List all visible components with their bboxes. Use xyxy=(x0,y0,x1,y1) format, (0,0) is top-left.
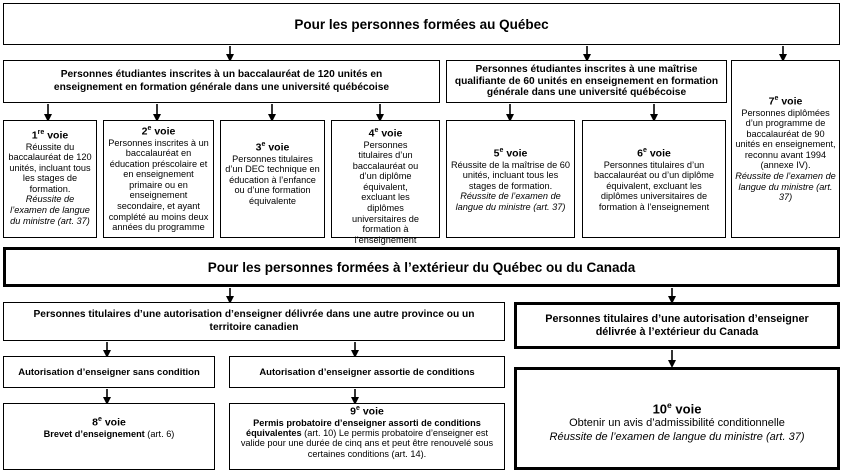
voie-9-text xyxy=(236,418,498,460)
voie-2-box xyxy=(103,120,214,238)
maitrise-box xyxy=(446,60,727,103)
sans-condition-box xyxy=(3,356,215,388)
voie-1-number: 1 xyxy=(31,129,38,142)
voie-4-word: voie xyxy=(381,127,403,140)
quebec-header xyxy=(3,3,840,45)
voie-8-word: voie xyxy=(104,416,126,429)
voie-1-text: Réussite du baccalauréat de 120 unités, incluant tous les stages de formation. xyxy=(8,141,92,194)
voie-7-italic: Réussite de l’examen de langue du ministre (art. 37) xyxy=(735,171,836,203)
voie-4-sup: e xyxy=(374,127,379,134)
voie-7-title xyxy=(769,95,803,108)
voie-2-text: Personnes inscrites à un baccalauréat en éducation préscolaire et en enseignement primaire ou en enseignement secondaire, et ayant complété au moins deux années du programme xyxy=(108,137,209,233)
canada-title: Personnes titulaires d’une autorisation d’enseigner délivrée dans une autre province ou un territoire canadien xyxy=(33,308,475,333)
voie-3-word: voie xyxy=(268,141,290,154)
voie-3-title xyxy=(256,141,290,154)
voie-9-title xyxy=(350,405,384,418)
voie-3-number: 3 xyxy=(255,141,262,154)
voie-7-sup: e xyxy=(774,95,779,102)
voie-10-italic: Réussite de l’examen de langue du ministre (art. 37) xyxy=(549,431,805,444)
voie-5-text: Réussite de la maîtrise de 60 unités, incluant tous les stages de formation. xyxy=(451,159,570,191)
voie-3-box xyxy=(220,120,325,238)
voie-2-word: voie xyxy=(154,125,176,138)
voie-8-box xyxy=(3,403,215,470)
voie-9-rest: (art. 10) Le permis probatoire d’enseigner est valide pour une durée de cinq ans et peut être renouvelé sous certaines conditions (art. 14). xyxy=(240,427,494,459)
voie-10-box xyxy=(514,367,840,470)
voie-3-text: Personnes titulaires d’un DEC technique en éducation à l’enfance ou d’une formation équivalente xyxy=(225,153,320,206)
voie-5-sup: e xyxy=(499,147,504,154)
voie-9-bold: Permis probatoire d’enseigner assorti de conditions équivalentes xyxy=(245,417,481,438)
voie-6-box xyxy=(582,120,726,238)
voie-6-text: Personnes titulaires d’un baccalauréat ou d’un diplôme équivalent, excluant les diplômes universitaires de formation à l’enseignement xyxy=(593,159,715,212)
exterieur-header xyxy=(3,247,840,287)
voie-9-sup: e xyxy=(356,405,360,412)
voie-1-title xyxy=(32,129,68,142)
bac-box xyxy=(3,60,440,103)
voie-5-word: voie xyxy=(506,147,528,160)
avec-conditions-box xyxy=(229,356,505,388)
voie-8-number: 8 xyxy=(92,416,98,429)
voie-6-number: 6 xyxy=(637,147,643,160)
voie-6-title xyxy=(637,147,671,160)
voie-7-number: 7 xyxy=(768,95,775,108)
voie-4-number: 4 xyxy=(368,127,375,140)
bac-title: Personnes étudiantes inscrites à un baccalauréat de 120 unités en enseignement en formation générale dans une université québécoise xyxy=(53,68,390,93)
voie-3-sup: e xyxy=(261,141,266,148)
voie-2-title xyxy=(142,125,176,138)
avec-conditions-label: Autorisation d’enseigner assortie de conditions xyxy=(259,366,475,378)
voie-10-sup: e xyxy=(667,400,672,410)
voie-10-title xyxy=(653,400,702,416)
voie-5-title xyxy=(494,147,528,160)
voie-4-text: Personnes titulaires d’un baccalauréat ou d’un diplôme équivalent, excluant les diplômes universitaires de formation à l’enseignement xyxy=(352,139,419,245)
voie-9-box xyxy=(229,403,505,470)
voie-2-sup: e xyxy=(147,125,152,132)
voie-5-italic: Réussite de l’examen de langue du ministre (art. 37) xyxy=(455,191,566,212)
canada-box xyxy=(3,302,505,341)
voie-10-word: voie xyxy=(675,401,702,417)
voie-4-title xyxy=(369,127,403,140)
voie-7-text: Personnes diplômées d’un programme de baccalauréat de 90 unités en enseignement, reconnu avant 1994 (annexe IV). xyxy=(735,107,836,171)
voie-7-box xyxy=(731,60,840,238)
voie-6-sup: e xyxy=(643,147,647,154)
voie-4-box xyxy=(331,120,440,245)
maitrise-title: Personnes étudiantes inscrites à une maîtrise qualifiante de 60 unités en enseignement en formation générale dans une université québécoise xyxy=(454,64,719,99)
voie-9-word: voie xyxy=(362,405,384,418)
exterieur-header-label: Pour les personnes formées à l’extérieur du Québec ou du Canada xyxy=(207,259,636,275)
voie-8-sup: e xyxy=(98,416,102,423)
voie-8-text xyxy=(44,429,175,440)
voie-9-number: 9 xyxy=(350,405,356,418)
voie-1-italic: Réussite de l’examen de langue du ministre (art. 37) xyxy=(10,194,90,226)
voie-1-box xyxy=(3,120,97,238)
voie-1-sup: re xyxy=(37,129,45,136)
voie-10-text: Obtenir un avis d’admissibilité conditionnelle xyxy=(569,417,785,430)
voie-2-number: 2 xyxy=(141,125,148,138)
voie-6-word: voie xyxy=(649,147,671,160)
voie-5-box xyxy=(446,120,575,238)
voie-1-word: voie xyxy=(47,129,69,142)
hors-canada-title: Personnes titulaires d’une autorisation d’enseigner délivrée à l’extérieur du Canada xyxy=(545,312,809,338)
voie-10-number: 10 xyxy=(652,401,668,417)
voie-8-bold: Brevet d’enseignement xyxy=(43,428,145,439)
hors-canada-box xyxy=(514,302,840,349)
sans-condition-label: Autorisation d’enseigner sans condition xyxy=(18,366,200,378)
voie-7-word: voie xyxy=(781,95,803,108)
voie-8-title xyxy=(92,416,126,429)
quebec-header-label: Pour les personnes formées au Québec xyxy=(294,16,549,32)
voie-8-rest: (art. 6) xyxy=(144,428,175,439)
voie-5-number: 5 xyxy=(493,147,500,160)
